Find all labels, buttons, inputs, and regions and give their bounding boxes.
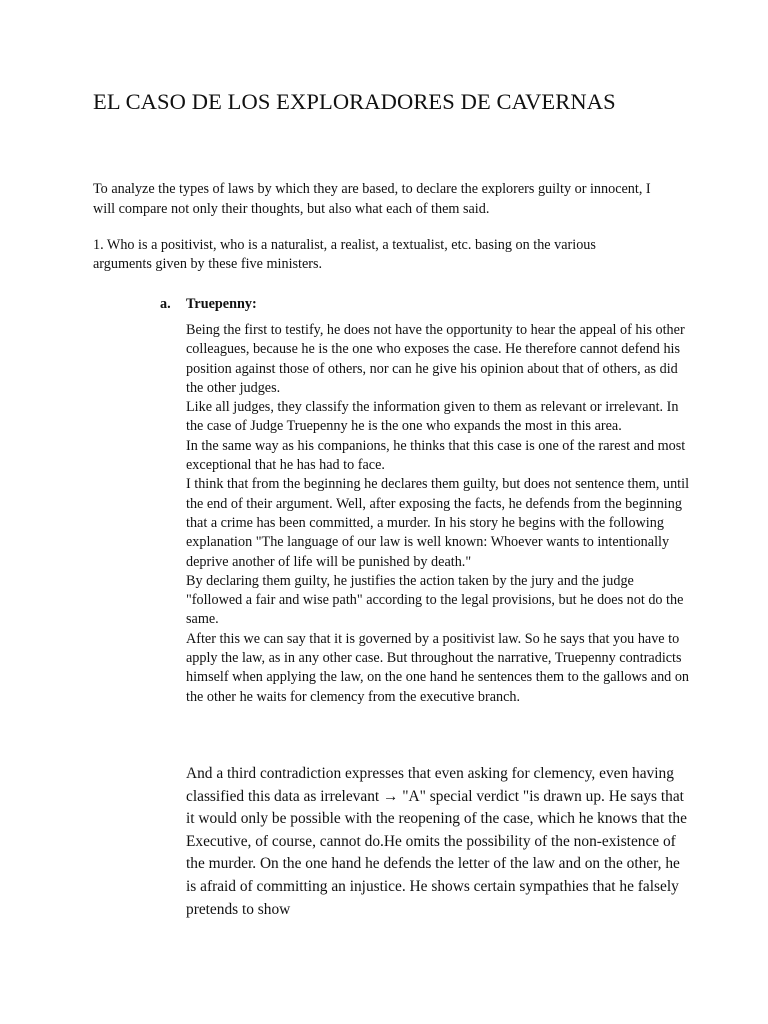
document-title: EL CASO DE LOS EXPLORADORES DE CAVERNAS (93, 89, 616, 114)
body-paragraph: Like all judges, they classify the information given to them as relevant or irrelevant. In the case of Judge Truepenny he is the one who expands the most in this area. (186, 399, 679, 435)
question-paragraph: 1. Who is a positivist, who is a naturalist, a realist, a textualist, etc. basing on the various arguments given by these five ministers. (93, 237, 596, 272)
body-paragraph: After this we can say that it is governed by a positivist law. So he says that you have to apply the law, as in any other case. But throughout the narrative, Truepenny contradicts himself when applying the law, on the one hand he sentences them to the gallows and on the other he waits for clemency from the executive branch. (186, 630, 690, 705)
section-heading (160, 295, 257, 314)
body-paragraph: Being the first to testify, he does not have the opportunity to hear the appeal of his other colleagues, because he is the one who exposes the case. He therefore cannot defend his position against those of others, nor can he give his opinion about that of others, as did the other judges. (186, 322, 685, 396)
body-paragraph: In the same way as his companions, he thinks that this case is one of the rarest and most exceptional that he has had to face. (186, 437, 686, 474)
body-paragraph: By declaring them guilty, he justifies the action taken by the jury and the judge "followed a fair and wise path" according to the legal provisions, but he does not do the same. (186, 572, 684, 628)
section-body (186, 321, 691, 707)
intro-paragraph: To analyze the types of laws by which they are based, to declare the explorers guilty or innocent, I will compare not only their thoughts, but also what each of them said. (93, 181, 651, 217)
section-heading-text: Truepenny: (186, 296, 257, 312)
section-marker: a. (160, 296, 171, 312)
body-paragraph: I think that from the beginning he declares them guilty, but does not sentence them, until the end of their argument. Well, after exposing the facts, he defends from the beginning that a crime has been committed, a murder. In his story he begins with the following explanation "The language of our law is well known: Whoever wants to intentionally deprive another of life will be punished by death." (186, 476, 690, 570)
continuation-paragraph: And a third contradiction expresses that even asking for clemency, even having classified this data as irrelevant → "A" special verdict "is drawn up. He says that it would only be possible with the reopening of the case, which he knows that the Executive, of course, cannot do.He omits the possibility of the non-existence of the murder. On the one hand he defends the letter of the law and on the other, he is afraid of committing an injustice. He shows certain sympathies that he falsely pretends to show (186, 765, 687, 918)
